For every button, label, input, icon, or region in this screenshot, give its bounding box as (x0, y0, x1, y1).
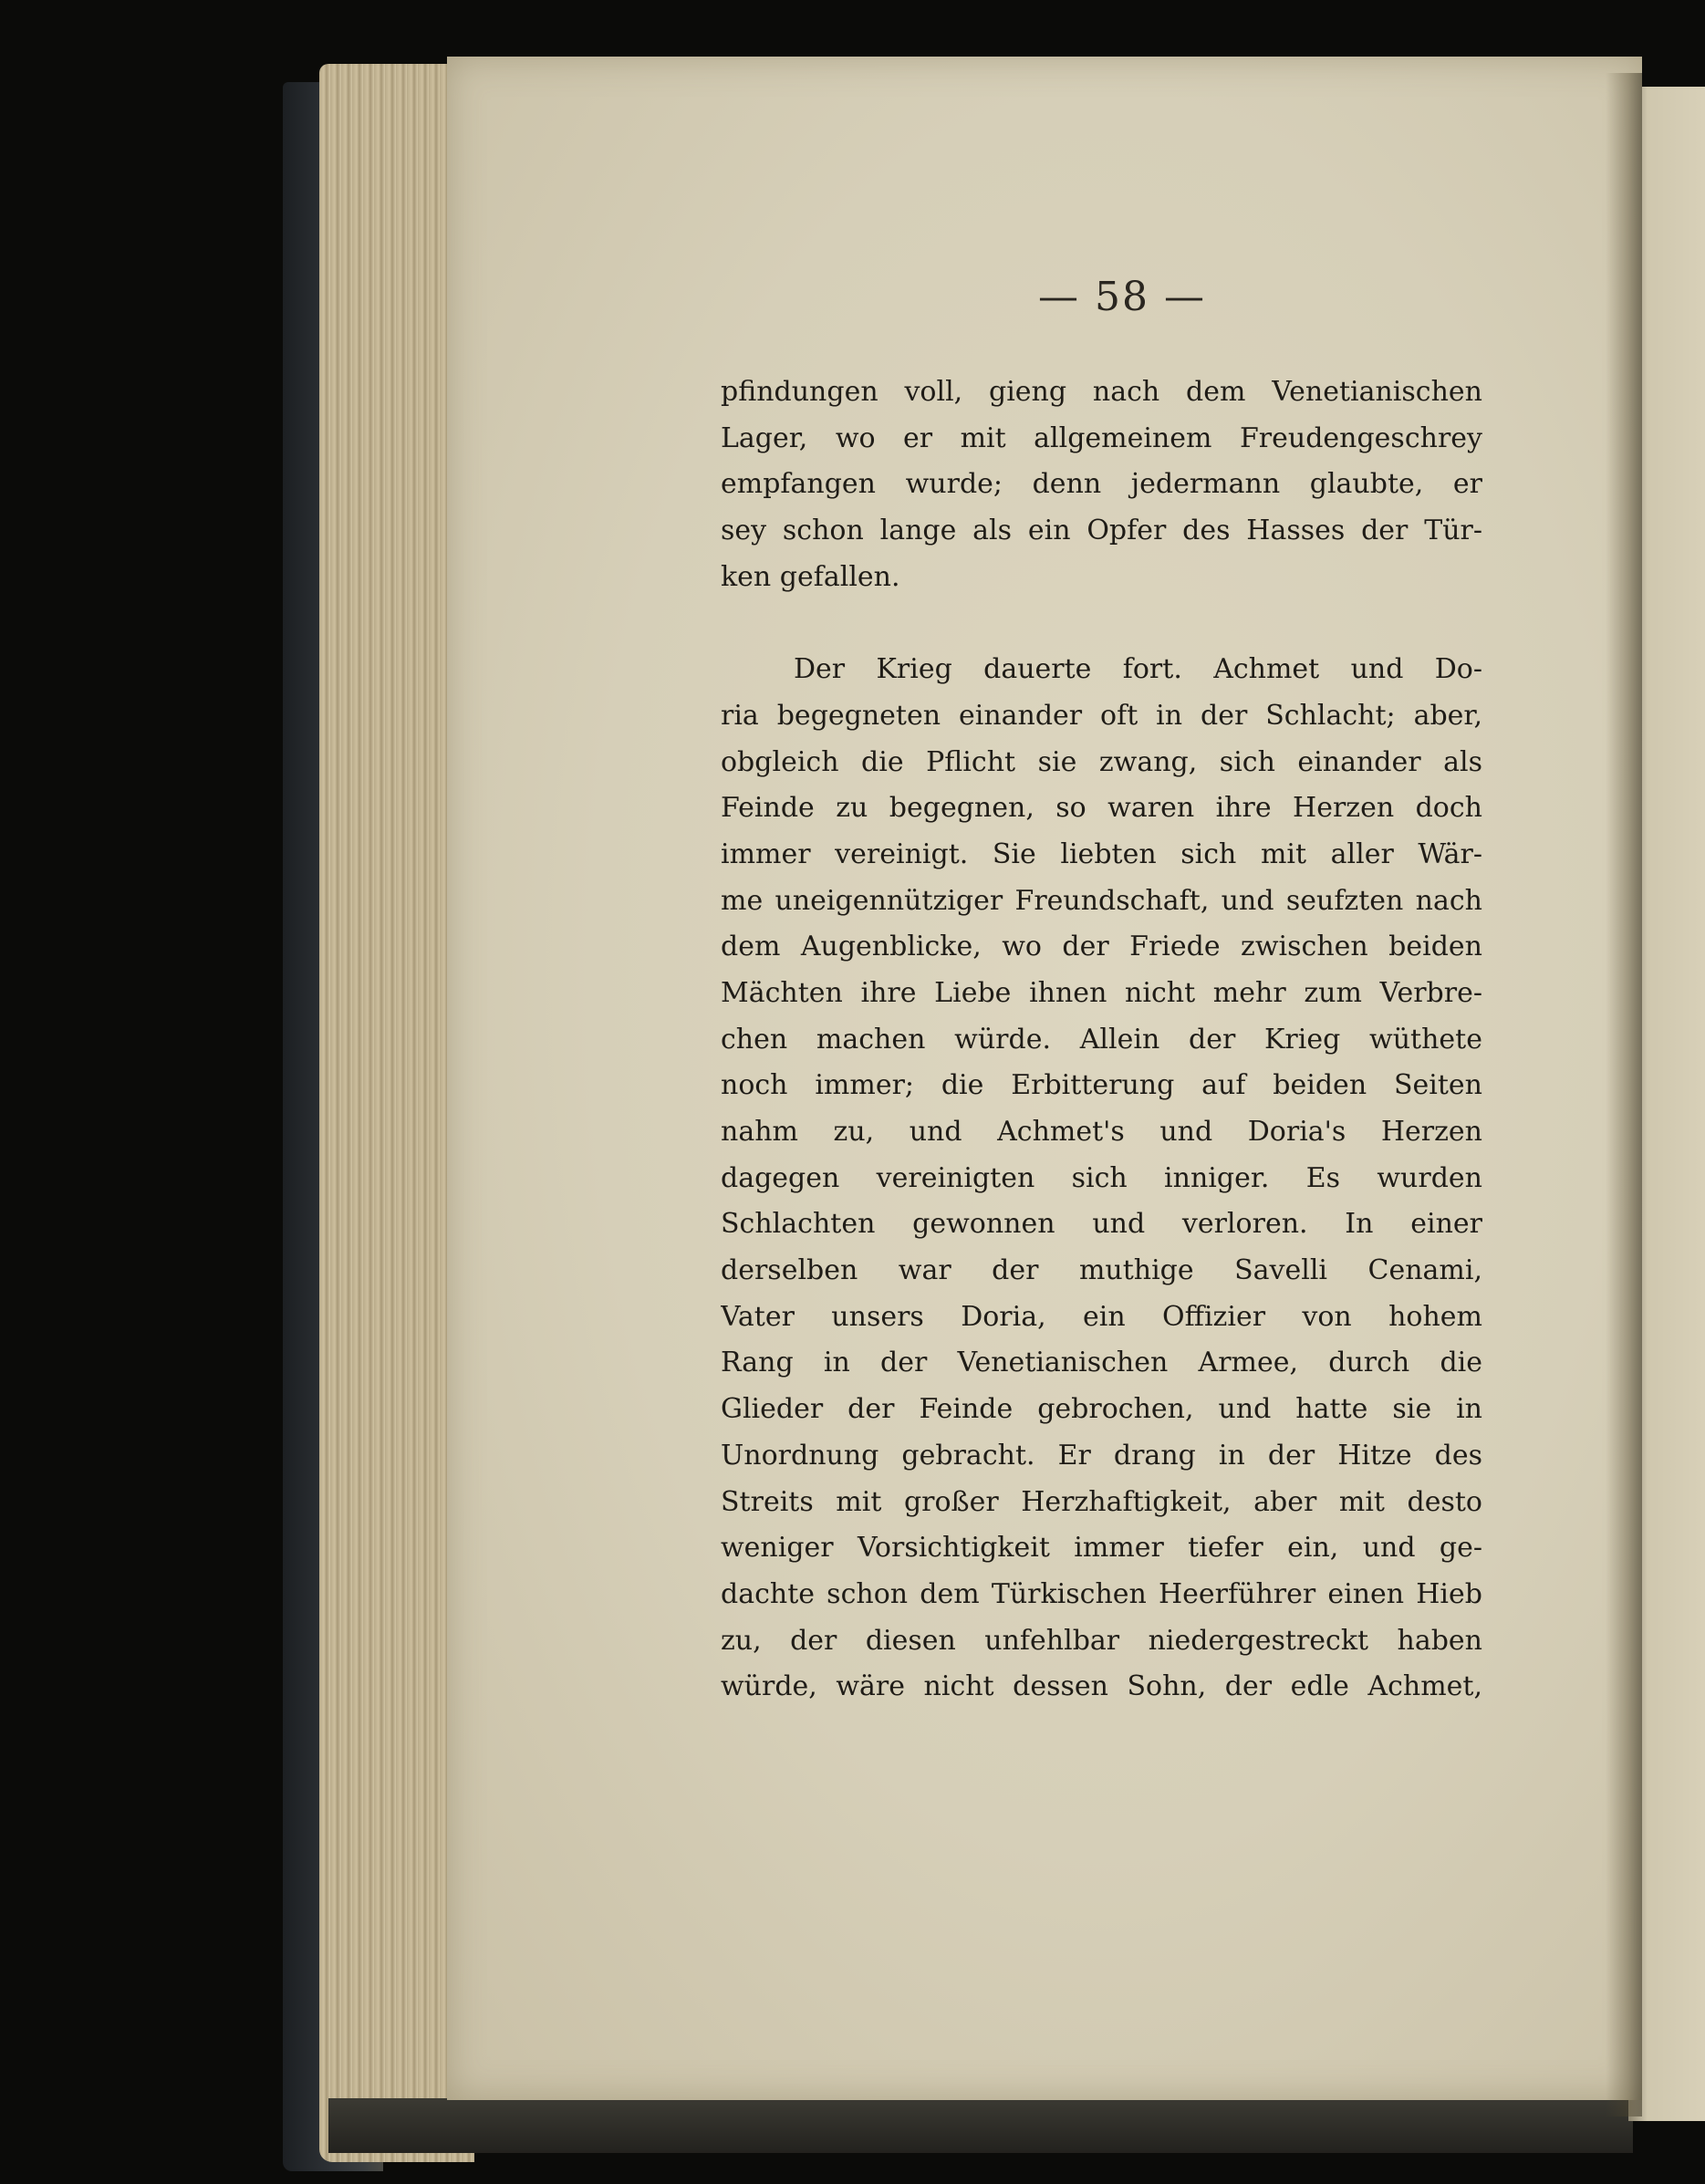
text-line: Glieder der Feinde gebrochen, und hatte sie in (721, 1393, 1482, 1426)
page-gutter-shadow (1606, 73, 1642, 2116)
text-line: ria begegneten einander oft in der Schlacht; aber, (721, 699, 1482, 732)
text-line: Lager, wo er mit allgemeinem Freudengeschrey (721, 421, 1482, 454)
body-text (721, 369, 1482, 1711)
page-number: — 58 — (1038, 274, 1206, 320)
text-line: empfangen wurde; denn jedermann glaubte, er (721, 468, 1482, 501)
text-line: dem Augenblicke, wo der Friede zwischen beiden (721, 931, 1482, 963)
text-line: Streits mit großer Herzhaftigkeit, aber mit desto (721, 1485, 1482, 1518)
text-line: weniger Vorsichtigkeit immer tiefer ein, und ge- (721, 1532, 1482, 1565)
text-line: Rang in der Venetianischen Armee, durch die (721, 1347, 1482, 1379)
book-cover-bottom (328, 2098, 1633, 2153)
text-line: Schlachten gewonnen und verloren. In einer (721, 1208, 1482, 1241)
paragraph-gap (721, 600, 1482, 647)
text-line: Der Krieg dauerte fort. Achmet und Do- (794, 653, 1482, 686)
text-line: noch immer; die Erbitterung auf beiden Seiten (721, 1069, 1482, 1102)
text-line: me uneigennütziger Freundschaft, und seufzten nach (721, 884, 1482, 917)
text-line: obgleich die Pflicht sie zwang, sich einander als (721, 745, 1482, 778)
text-line: sey schon lange als ein Opfer des Hasses der Tür- (721, 515, 1482, 547)
text-line: dachte schon dem Türkischen Heerführer einen Hieb (721, 1577, 1482, 1610)
text-line: zu, der diesen unfehlbar niedergestreckt haben (721, 1624, 1482, 1657)
text-line: würde, wäre nicht dessen Sohn, der edle Achmet, (721, 1670, 1482, 1703)
text-line: Mächten ihre Liebe ihnen nicht mehr zum Verbre- (721, 976, 1482, 1009)
text-line: Vater unsers Doria, ein Offizier von hohem (721, 1300, 1482, 1333)
text-line: immer vereinigt. Sie liebten sich mit aller Wär- (721, 837, 1482, 870)
text-line: chen machen würde. Allein der Krieg wüthete (721, 1023, 1482, 1056)
text-line: ken gefallen. (721, 560, 900, 593)
text-line: dagegen vereinigten sich inniger. Es wurden (721, 1161, 1482, 1194)
text-line: Unordnung gebracht. Er drang in der Hitze des (721, 1439, 1482, 1472)
text-line: nahm zu, und Achmet's und Doria's Herzen (721, 1116, 1482, 1148)
text-line: Feinde zu begegnen, so waren ihre Herzen doch (721, 792, 1482, 825)
text-line: pfindungen voll, gieng nach dem Venetianischen (721, 376, 1482, 408)
text-line: derselben war der muthige Savelli Cenami, (721, 1254, 1482, 1287)
